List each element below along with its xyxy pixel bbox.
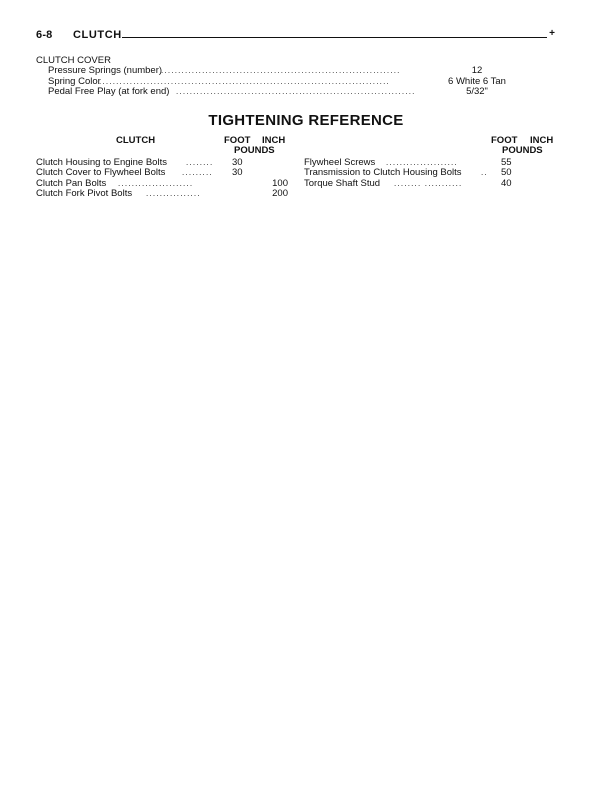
foot-pounds-value: 30: [232, 167, 243, 179]
leader-dots: ........: [186, 158, 214, 167]
foot-pounds-value: 30: [232, 157, 243, 168]
row-label: Transmission to Clutch Housing Bolts: [304, 167, 462, 179]
leader-dots: ........ ...........: [394, 178, 463, 188]
column-header: [36, 136, 296, 158]
spec-value: 12: [471, 65, 483, 77]
row-label: Clutch Housing to Engine Bolts: [36, 157, 167, 168]
leader-dots: ................: [146, 189, 201, 199]
pounds-header: POUNDS: [234, 145, 275, 156]
torque-table-left: [36, 136, 296, 200]
row-label: Flywheel Screws: [304, 157, 376, 168]
spec-value: 5/32": [466, 86, 488, 98]
foot-pounds-value: 50: [501, 167, 512, 179]
leader-dots: ......................: [118, 178, 194, 188]
spec-label: Spring Color: [48, 75, 101, 87]
column-header: [304, 136, 558, 158]
leader-dots: .....................: [386, 158, 458, 167]
foot-header: FOOT: [491, 135, 518, 146]
column-name: CLUTCH: [116, 135, 156, 146]
inch-pounds-value: 200: [272, 188, 288, 200]
inch-header: INCH: [262, 135, 286, 146]
leader-dots: .....................................................................................: [99, 76, 390, 86]
row-label: Torque Shaft Stud: [304, 177, 381, 189]
clutch-cover-title: CLUTCH COVER: [36, 55, 111, 66]
clutch-cover-specs: [36, 56, 536, 98]
header-rule: [122, 37, 547, 38]
pounds-header: POUNDS: [502, 145, 543, 156]
tightening-reference-title: TIGHTENING REFERENCE: [208, 112, 404, 129]
row-label: Clutch Pan Bolts: [36, 177, 107, 189]
table-row: [304, 179, 558, 189]
leader-dots: ......................................................................: [161, 66, 401, 76]
inch-header: INCH: [530, 135, 554, 146]
inch-pounds-value: 100: [272, 177, 288, 189]
section-title: CLUTCH: [73, 29, 122, 41]
spec-label: Pedal Free Play (at fork end): [48, 86, 170, 98]
page-header: [36, 29, 555, 47]
leader-dots: .........: [182, 168, 213, 178]
torque-table-right: [304, 136, 558, 189]
row-label: Clutch Fork Pivot Bolts: [36, 188, 133, 200]
foot-pounds-value: 40: [501, 177, 512, 189]
spec-label: Pressure Springs (number): [48, 65, 163, 77]
spec-value: 6 White 6 Tan: [448, 75, 506, 87]
leader-dots: ......................................................................: [176, 87, 416, 97]
corner-mark: +: [549, 28, 555, 39]
page-number: 6-8: [36, 29, 53, 41]
foot-pounds-value: 55: [501, 157, 512, 168]
foot-header: FOOT: [224, 135, 251, 146]
table-row: [36, 189, 296, 199]
leader-dots: ..: [481, 168, 488, 178]
spec-row: [36, 87, 536, 97]
row-label: Clutch Cover to Flywheel Bolts: [36, 167, 166, 179]
